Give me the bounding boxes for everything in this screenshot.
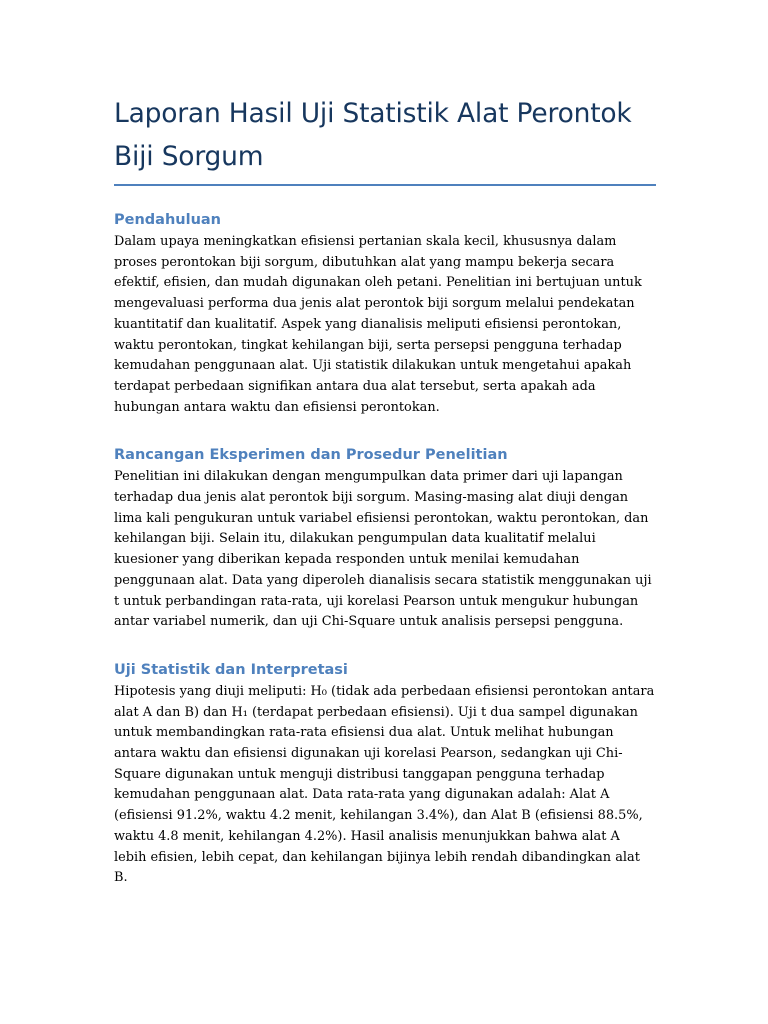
document-title: Laporan Hasil Uji Statistik Alat Perontok Biji Sorgum (114, 92, 656, 186)
section-paragraph: Hipotesis yang diuji meliputi: H₀ (tidak ada perbedaan efisiensi perontokan antara alat A dan B) dan H₁ (terdapat perbedaan efisiensi). Uji t dua sampel digunakan untuk membandingkan rata-rata efisiensi dua alat. Untuk melihat hubungan antara waktu dan efisiensi digunakan uji korelasi Pearson, sedangkan uji Chi-Square digunakan untuk menguji distribusi tanggapan pengguna terhadap kemudahan penggunaan alat. Data rata-rata yang digunakan adalah: Alat A (efisiensi 91.2%, waktu 4.2 menit, kehilangan 3.4%), dan Alat B (efisiensi 88.5%, waktu 4.8 menit, kehilangan 4.2%). Hasil analisis menunjukkan bahwa alat A lebih efisien, lebih cepat, dan kehilangan bijinya lebih rendah dibandingkan alat B. (114, 683, 655, 886)
section-heading: Rancangan Eksperimen dan Prosedur Penelitian (114, 447, 508, 464)
section-uji-statistik (114, 658, 656, 889)
section-pendahuluan (114, 208, 656, 418)
section-paragraph: Dalam upaya meningkatkan efisiensi pertanian skala kecil, khususnya dalam proses perontokan biji sorgum, dibutuhkan alat yang mampu bekerja secara efektif, efisien, dan mudah digunakan oleh petani. Penelitian ini bertujuan untuk mengevaluasi performa dua jenis alat perontok biji sorgum melalui pendekatan kuantitatif dan kualitatif. Aspek yang dianalisis meliputi efisiensi perontokan, waktu perontokan, tingkat kehilangan biji, serta persepsi pengguna terhadap kemudahan penggunaan alat. Uji statistik dilakukan untuk mengetahui apakah terdapat perbedaan signifikan antara dua alat tersebut, serta apakah ada hubungan antara waktu dan efisiensi perontokan. (114, 234, 642, 415)
document-page (114, 92, 656, 889)
section-heading: Pendahuluan (114, 212, 221, 228)
section-paragraph: Penelitian ini dilakukan dengan mengumpulkan data primer dari uji lapangan terhadap dua jenis alat perontok biji sorgum. Masing-masing alat diuji dengan lima kali pengukuran untuk variabel efisiensi perontokan, waktu perontokan, dan kehilangan biji. Selain itu, dilakukan pengumpulan data kualitatif melalui kuesioner yang diberikan kepada responden untuk menilai kemudahan penggunaan alat. Data yang diperoleh dianalisis secara statistik menggunakan uji t untuk perbandingan rata-rata, uji korelasi Pearson untuk mengukur hubungan antar variabel numerik, dan uji Chi-Square untuk analisis persepsi pengguna. (114, 469, 652, 630)
section-rancangan-eksperimen (114, 443, 656, 633)
section-heading: Uji Statistik dan Interpretasi (114, 661, 348, 678)
